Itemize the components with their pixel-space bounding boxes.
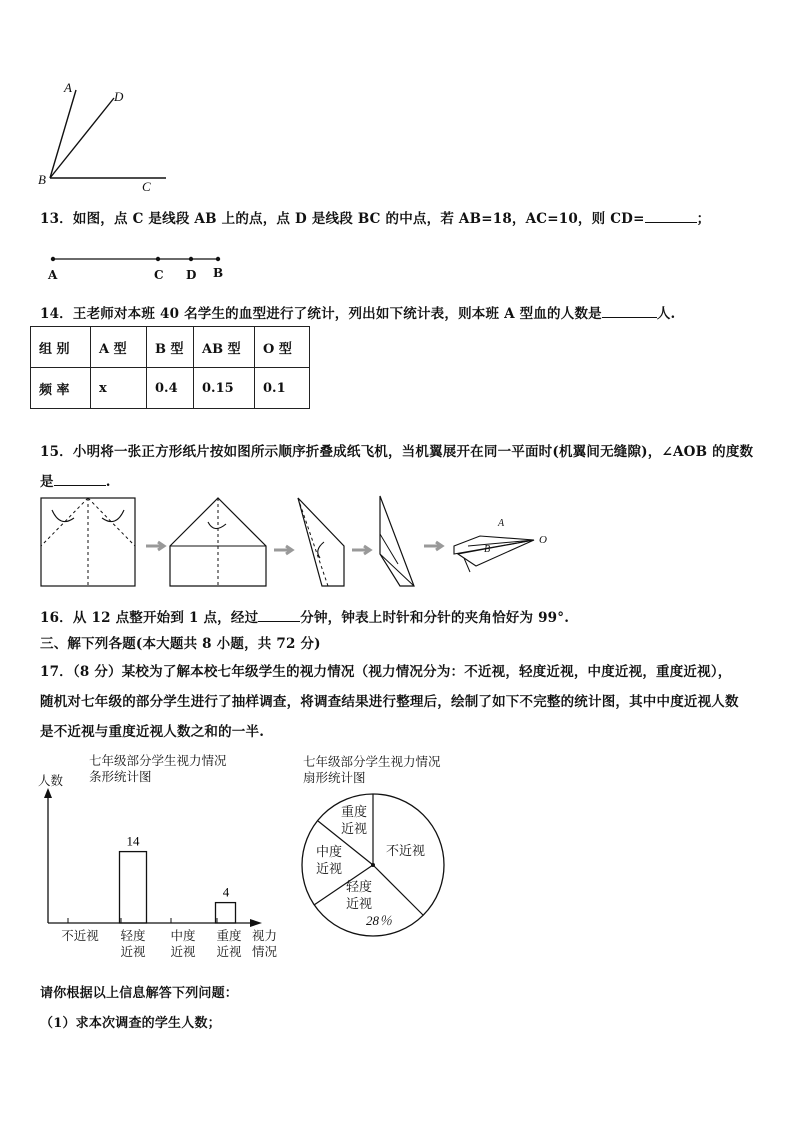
question-13-end: ； bbox=[696, 211, 711, 227]
table-cell: 0.15 bbox=[194, 368, 255, 409]
pie-percent-label: 28％ bbox=[366, 913, 393, 928]
segment-point-d: D bbox=[186, 268, 197, 282]
table-cell: 频 率 bbox=[31, 368, 91, 409]
segment-point-b: B bbox=[213, 266, 224, 280]
pie-center bbox=[371, 863, 375, 867]
xlabel-line: 情况 bbox=[252, 944, 278, 959]
point-b-label: B bbox=[38, 172, 46, 187]
point-a-label: A bbox=[64, 80, 72, 95]
question-15-line1: 15．小明将一张正方形纸片按如图所示顺序折叠成纸飞机，当机翼展开在同一平面时(机翼间无缝隙)，∠AOB 的度数 bbox=[40, 444, 754, 460]
table-cell: 0.4 bbox=[147, 368, 194, 409]
pie-label-line: 中度 bbox=[316, 845, 343, 860]
table-cell: x bbox=[91, 368, 147, 409]
answer-blank[interactable] bbox=[645, 222, 697, 223]
sub-question-1: （1）求本次调查的学生人数； bbox=[40, 1016, 221, 1031]
plane-label-b: B bbox=[484, 544, 491, 555]
pie-chart-title: 七年级部分学生视力情况 bbox=[303, 754, 441, 769]
x-tick-label-line: 重度 bbox=[216, 928, 242, 943]
pie-label-line: 轻度 bbox=[346, 880, 373, 895]
table-cell: B 型 bbox=[147, 327, 194, 368]
segment-point-a: A bbox=[48, 268, 58, 282]
table-cell: 0.1 bbox=[255, 368, 310, 409]
x-tick-label-line: 近视 bbox=[216, 944, 242, 959]
x-tick-label-line: 近视 bbox=[120, 944, 146, 959]
question-16-pre: 16．从 12 点整开始到 1 点，经过 bbox=[40, 610, 259, 626]
section-heading: 三、解下列各题(本大题共 8 小题，共 72 分) bbox=[40, 636, 321, 652]
table-cell: AB 型 bbox=[194, 327, 255, 368]
x-tick-label-line: 近视 bbox=[170, 944, 196, 959]
pie-label-slice bbox=[316, 844, 342, 878]
question-15-pre: 是 bbox=[40, 474, 54, 490]
pie-label-line: 近视 bbox=[341, 822, 368, 837]
xlabel-line: 视力 bbox=[252, 928, 278, 943]
instructions: 请你根据以上信息解答下列问题： bbox=[40, 986, 239, 1001]
pie-slice-border bbox=[373, 865, 423, 915]
bar-value-label: 4 bbox=[222, 884, 230, 900]
bar-chart-ylabel: 人数 bbox=[38, 773, 64, 788]
pie-chart-subtitle: 扇形统计图 bbox=[303, 770, 366, 785]
table-cell: O 型 bbox=[255, 327, 310, 368]
question-14-text: 14．王老师对本班 40 名学生的血型进行了统计，列出如下统计表，则本班 A 型血的人数是 bbox=[40, 306, 602, 322]
pie-label-line: 重度 bbox=[341, 805, 368, 820]
question-14-end: 人. bbox=[656, 306, 676, 322]
pie-label-line: 近视 bbox=[316, 862, 343, 877]
question-17-line1: 17．（8 分）某校为了解本校七年级学生的视力情况（视力情况分为：不近视，轻度近视，中度近视，重度近视）， bbox=[40, 664, 732, 680]
question-16-post: 分钟，钟表上时针和分针的夹角恰好为 99°. bbox=[300, 610, 570, 626]
point-c-label: C bbox=[142, 179, 151, 194]
table-cell: A 型 bbox=[91, 327, 147, 368]
table-cell: 组 别 bbox=[31, 327, 91, 368]
pie-label-slice bbox=[341, 804, 367, 838]
bar-chart-title: 七年级部分学生视力情况 bbox=[89, 753, 227, 768]
bar-chart-subtitle: 条形统计图 bbox=[89, 769, 152, 784]
question-13-text: 13．如图，点 C 是线段 AB 上的点，点 D 是线段 BC 的中点，若 AB=18，AC=10，则 CD= bbox=[40, 211, 645, 227]
plane-label-a: A bbox=[498, 518, 505, 529]
answer-blank[interactable] bbox=[602, 317, 657, 318]
pie-label-slice bbox=[386, 840, 425, 859]
plane-label-o: O bbox=[539, 534, 547, 546]
x-tick-label-line: 轻度 bbox=[120, 928, 146, 943]
segment-point-c: C bbox=[154, 268, 164, 282]
pie-label-slice bbox=[346, 879, 372, 913]
bar-value-label: 14 bbox=[126, 833, 140, 849]
x-tick-label-line: 中度 bbox=[170, 928, 196, 943]
question-17-line2: 随机对七年级的部分学生进行了抽样调查，将调查结果进行整理后，绘制了如下不完整的统计图，其中中度近视人数 bbox=[40, 694, 739, 710]
pie-label-line: 不近视 bbox=[386, 844, 426, 859]
x-tick-label-line: 不近视 bbox=[61, 928, 99, 943]
point-d-label: D bbox=[114, 89, 124, 104]
question-15-post: . bbox=[105, 474, 111, 490]
pie-chart bbox=[0, 0, 460, 960]
question-17-line3: 是不近视与重度近视人数之和的一半. bbox=[40, 724, 265, 740]
pie-label-line: 近视 bbox=[346, 897, 373, 912]
